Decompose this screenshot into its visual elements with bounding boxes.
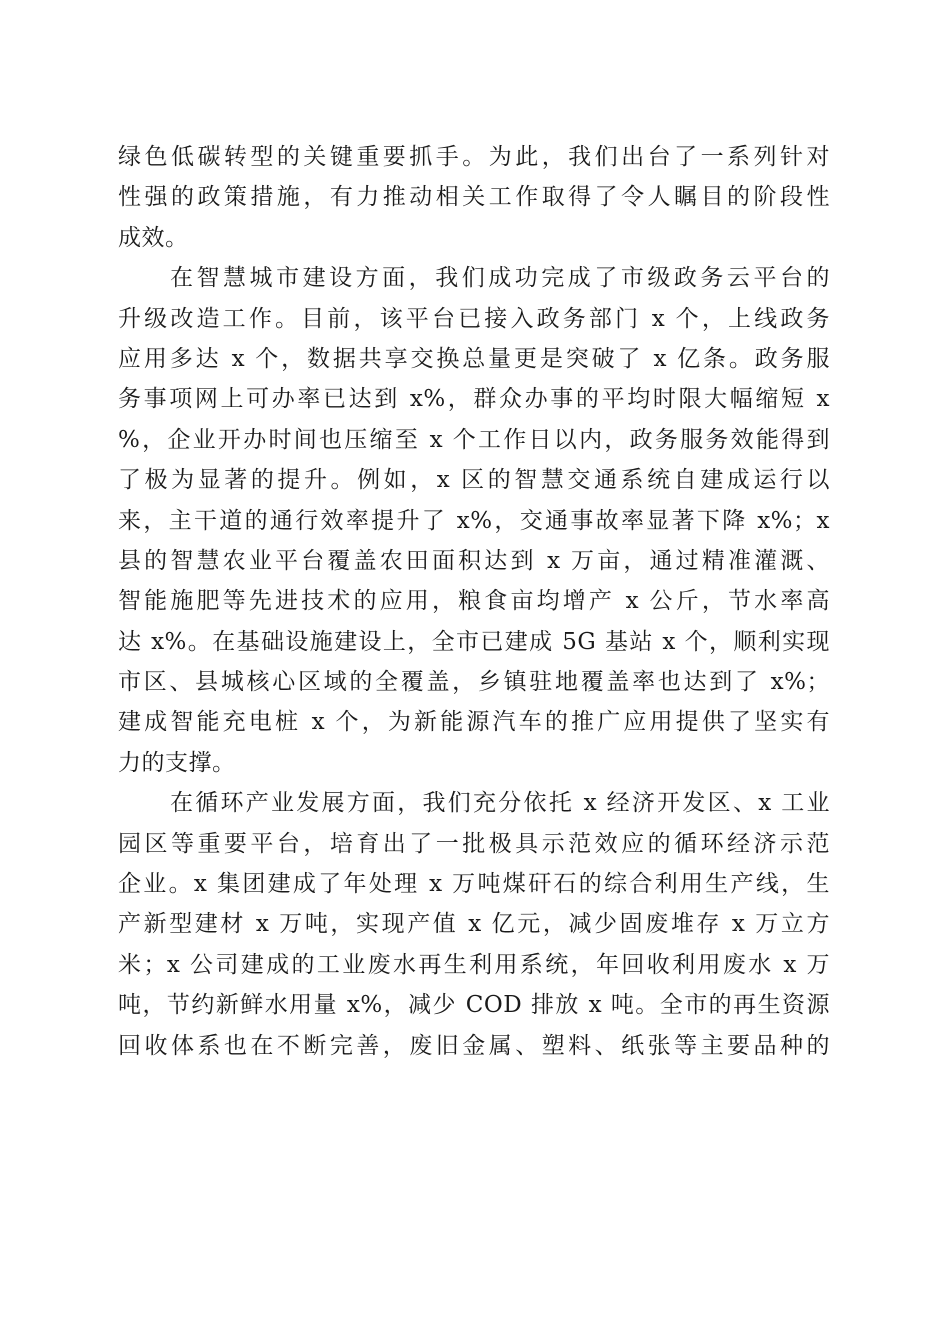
paragraph-line: 绿色低碳转型的关键重要抓手。为此，我们出台了一系列针对: [118, 144, 830, 170]
paragraph-line: 县的智慧农业平台覆盖农田面积达到 x 万亩，通过精准灌溉、: [118, 547, 830, 574]
paragraph-line: 力的支撑。: [118, 749, 236, 776]
paragraph-line: 市区、县城核心区域的全覆盖，乡镇驻地覆盖率也达到了 x%；: [118, 669, 830, 696]
paragraph-line: 了极为显著的提升。例如，x 区的智慧交通系统自建成运行以: [118, 467, 830, 494]
paragraph-line: 回收体系也在不断完善，废旧金属、塑料、纸张等主要品种的: [118, 1032, 830, 1059]
paragraph-line: 米；x 公司建成的工业废水再生利用系统，年回收利用废水 x 万: [118, 951, 830, 978]
paragraph-line: 在循环产业发展方面，我们充分依托 x 经济开发区、x 工业: [170, 790, 830, 817]
paragraph-line: 成效。: [118, 224, 189, 251]
paragraph-line: 性强的政策措施，有力推动相关工作取得了令人瞩目的阶段性: [118, 184, 830, 211]
paragraph-line: 来，主干道的通行效率提升了 x%，交通事故率显著下降 x%；x: [118, 507, 830, 534]
paragraph-line: 务事项网上可办率已达到 x%，群众办事的平均时限大幅缩短 x: [118, 386, 830, 413]
paragraph-2: [118, 258, 830, 783]
document-body: [118, 137, 830, 1066]
paragraph-1: [118, 137, 830, 258]
paragraph-line: 应用多达 x 个，数据共享交换总量更是突破了 x 亿条。政务服: [118, 345, 830, 372]
paragraph-line: 园区等重要平台，培育出了一批极具示范效应的循环经济示范: [118, 830, 830, 857]
paragraph-line: %，企业开办时间也压缩至 x 个工作日以内，政务服务效能得到: [118, 426, 830, 453]
paragraph-line: 智能施肥等先进技术的应用，粮食亩均增产 x 公斤，节水率高: [118, 588, 830, 615]
paragraph-3: [118, 783, 830, 1066]
paragraph-line: 企业。x 集团建成了年处理 x 万吨煤矸石的综合利用生产线，生: [118, 871, 830, 898]
paragraph-line: 产新型建材 x 万吨，实现产值 x 亿元，减少固废堆存 x 万立方: [118, 911, 830, 938]
paragraph-line: 建成智能充电桩 x 个，为新能源汽车的推广应用提供了坚实有: [118, 709, 830, 736]
paragraph-line: 吨，节约新鲜水用量 x%，减少 COD 排放 x 吨。全市的再生资源: [118, 992, 830, 1019]
paragraph-line: 在智慧城市建设方面，我们成功完成了市级政务云平台的: [170, 265, 830, 292]
paragraph-line: 达 x%。在基础设施建设上，全市已建成 5G 基站 x 个，顺利实现: [118, 628, 830, 655]
paragraph-line: 升级改造工作。目前，该平台已接入政务部门 x 个，上线政务: [118, 305, 830, 332]
